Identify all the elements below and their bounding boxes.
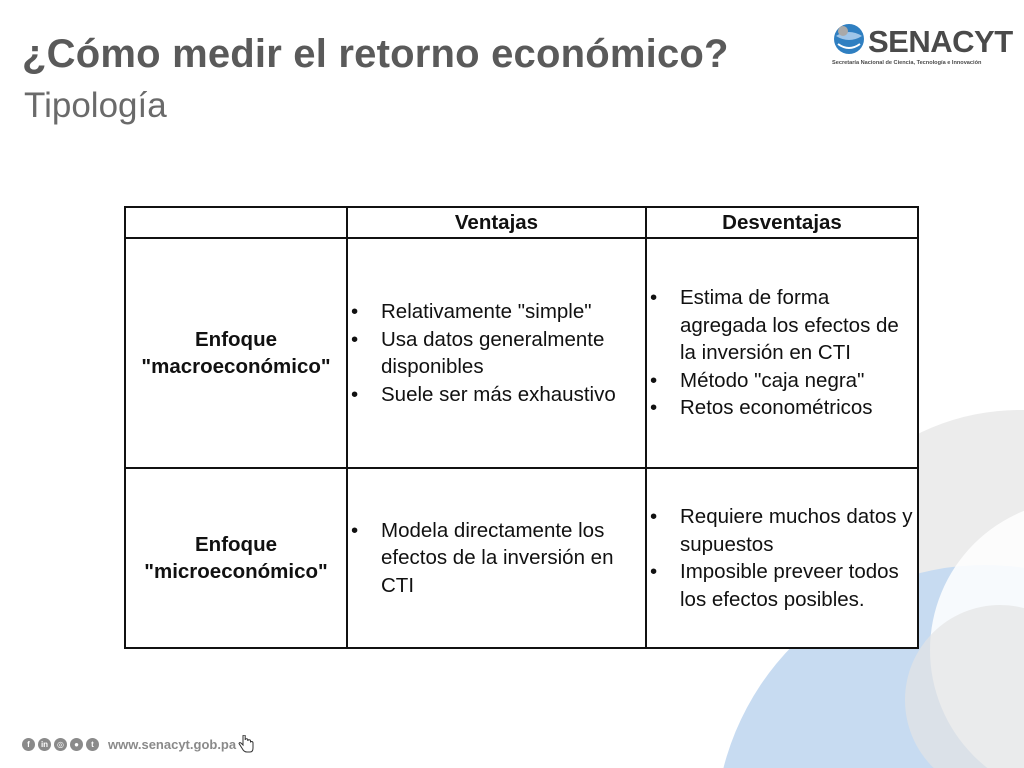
header-empty-cell	[125, 207, 347, 238]
list-item: • Suele ser más exhaustivo	[348, 381, 645, 409]
slide-subtitle: Tipología	[24, 86, 167, 125]
micro-desventajas-list	[647, 503, 917, 613]
row-label-line1: Enfoque	[195, 327, 277, 351]
row-label-line2: "microeconómico"	[144, 560, 328, 583]
micro-ventajas-cell	[347, 468, 646, 648]
table-row-micro	[125, 468, 918, 648]
list-item: • Método "caja negra"	[647, 367, 917, 395]
twitter-icon[interactable]: t	[86, 738, 99, 751]
list-item: • Retos econométricos	[647, 394, 917, 422]
list-item: • Usa datos generalmente disponibles	[348, 326, 645, 381]
row-label-micro	[125, 468, 347, 648]
facebook-icon[interactable]: f	[22, 738, 35, 751]
row-label-line1: Enfoque	[195, 532, 277, 556]
table-header-row	[125, 207, 918, 238]
list-item: • Relativamente "simple"	[348, 298, 645, 326]
macro-desventajas-list	[647, 284, 917, 422]
senacyt-logo	[832, 22, 1012, 74]
list-item: • Imposible preveer todos los efectos posibles.	[647, 558, 917, 613]
header-desventajas: Desventajas	[646, 207, 918, 238]
senacyt-globe-emblem-icon	[832, 22, 866, 56]
linkedin-icon[interactable]: in	[38, 738, 51, 751]
website-link[interactable]: www.senacyt.gob.pa	[108, 736, 237, 752]
macro-ventajas-cell	[347, 238, 646, 468]
macro-ventajas-list	[348, 298, 645, 408]
list-item: • Requiere muchos datos y supuestos	[647, 503, 917, 558]
hand-cursor-icon	[238, 735, 254, 753]
slide-title: ¿Cómo medir el retorno económico?	[22, 32, 729, 76]
micro-ventajas-list	[348, 517, 645, 600]
micro-desventajas-cell	[646, 468, 918, 648]
footer	[22, 734, 254, 754]
row-label-macro	[125, 238, 347, 468]
list-item: • Modela directamente los efectos de la inversión en CTI	[348, 517, 645, 600]
comparison-table	[124, 206, 919, 649]
logo-name: SENACYT	[868, 24, 1013, 59]
macro-desventajas-cell	[646, 238, 918, 468]
list-item: • Estima de forma agregada los efectos de la inversión en CTI	[647, 284, 917, 367]
row-label-line2: "macroeconómico"	[141, 355, 331, 378]
logo-tagline: Secretaría Nacional de Ciencia, Tecnología e Innovación	[832, 60, 982, 66]
flickr-icon[interactable]: ●	[70, 738, 83, 751]
header-ventajas: Ventajas	[347, 207, 646, 238]
table-row-macro	[125, 238, 918, 468]
instagram-icon[interactable]: ◎	[54, 738, 67, 751]
